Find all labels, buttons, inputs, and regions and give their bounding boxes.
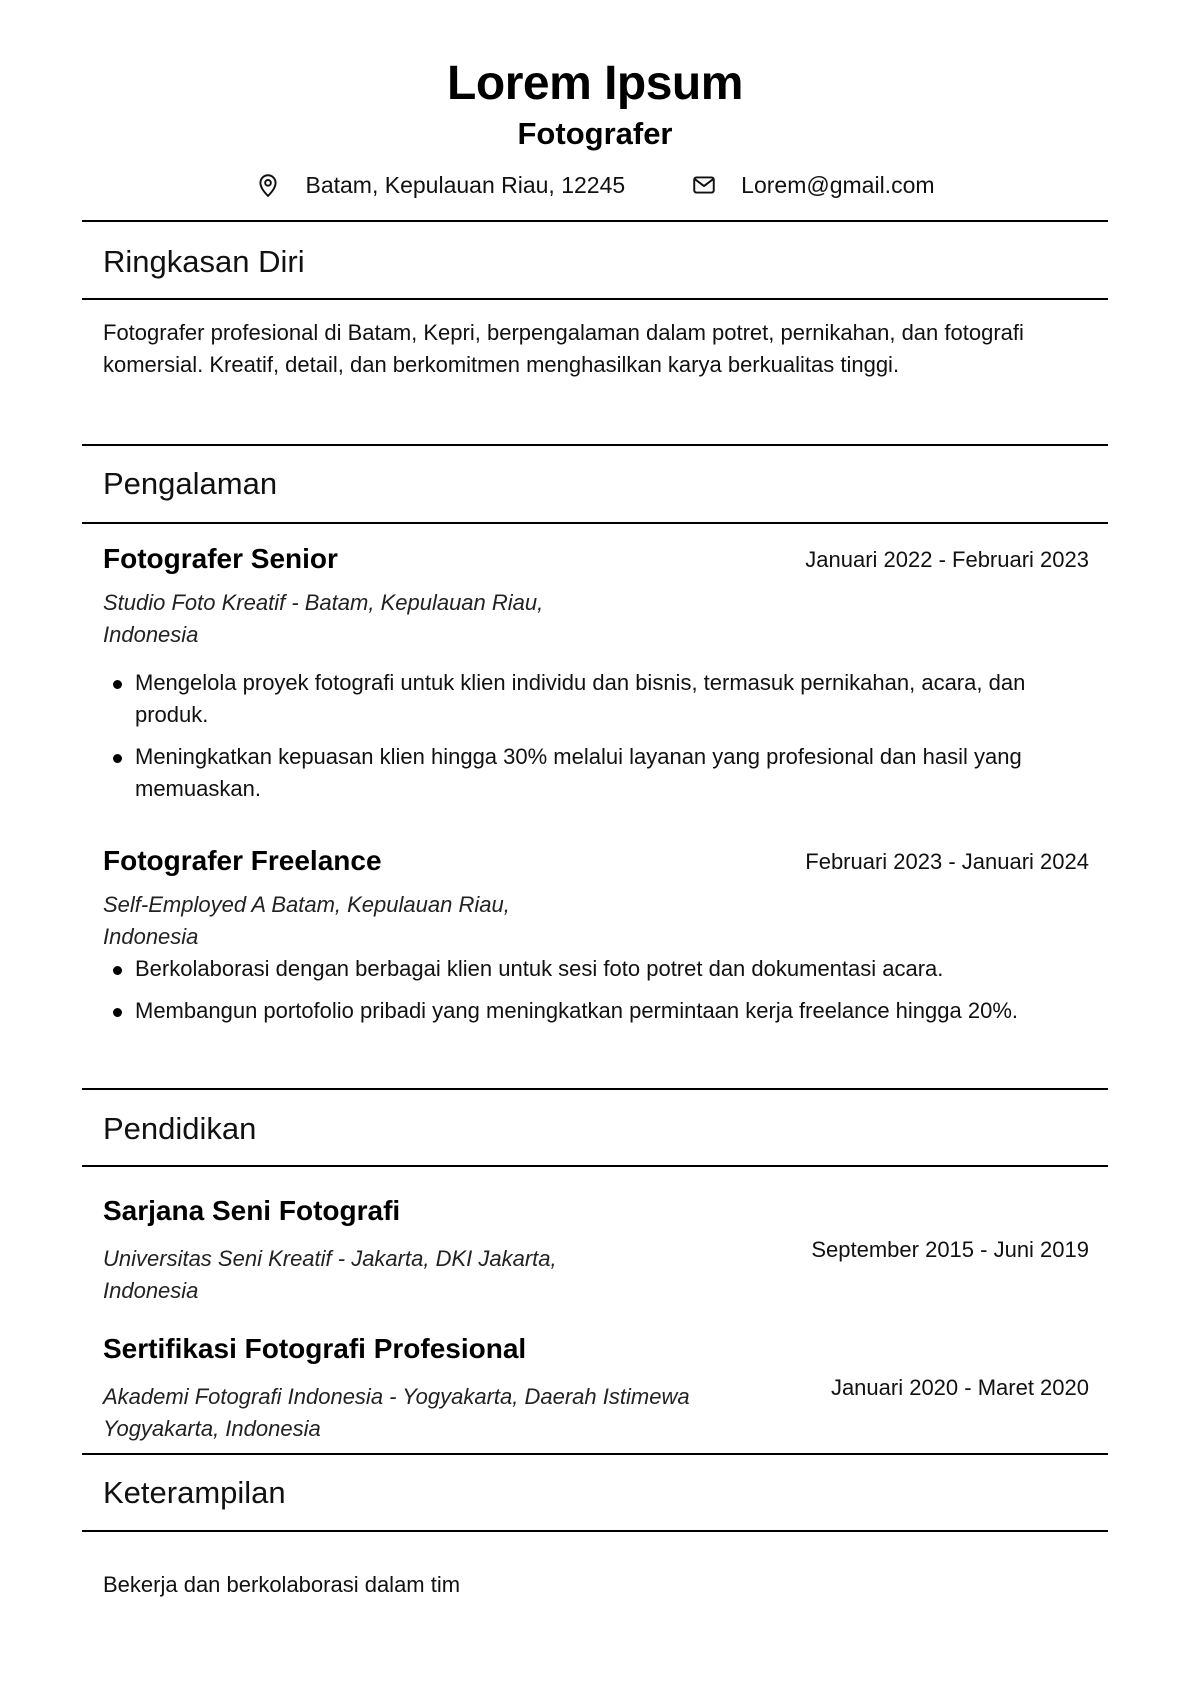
candidate-role: Fotografer	[517, 116, 673, 151]
summary-text: Fotografer profesional di Batam, Kepri, berpengalaman dalam potret, pernikahan, dan fotografi komersial. Kreatif, detail, dan berkomitmen menghasilkan karya berkualitas tinggi.	[103, 320, 1024, 377]
education-date: Januari 2020 - Maret 2020	[830, 1375, 1089, 1400]
degree-title: Sertifikasi Fotografi Profesional	[103, 1333, 527, 1364]
section-title-skills: Keterampilan	[103, 1475, 286, 1510]
email-link[interactable]: Lorem@gmail.com	[741, 172, 935, 198]
candidate-name: Lorem Ipsum	[447, 57, 743, 110]
degree-title: Sarjana Seni Fotografi	[103, 1195, 401, 1226]
bullet-item: Berkolaborasi dengan berbagai klien untuk sesi foto potret dan dokumentasi acara.	[103, 953, 1093, 985]
job-date: Februari 2023 - Januari 2024	[805, 849, 1089, 874]
bullet-item: Meningkatkan kepuasan klien hingga 30% melalui layanan yang profesional dan hasil yang memuaskan.	[103, 741, 1093, 805]
divider	[82, 1165, 1108, 1167]
divider	[82, 1088, 1108, 1090]
section-title-experience: Pengalaman	[103, 466, 278, 501]
job-title: Fotografer Senior	[103, 543, 338, 574]
skill-item: Bekerja dan berkolaborasi dalam tim	[103, 1572, 461, 1597]
divider	[82, 220, 1108, 222]
job-bullets	[103, 667, 1093, 815]
job-org: Studio Foto Kreatif - Batam, Kepulauan Riau, Indonesia	[103, 590, 544, 647]
job-title: Fotografer Freelance	[103, 845, 382, 876]
contact-email	[691, 170, 934, 200]
divider	[82, 444, 1108, 446]
contact-location	[255, 170, 625, 200]
section-title-summary: Ringkasan Diri	[103, 244, 305, 279]
section-title-education: Pendidikan	[103, 1111, 257, 1146]
education-date: September 2015 - Juni 2019	[811, 1237, 1089, 1262]
location-text: Batam, Kepulauan Riau, 12245	[305, 172, 626, 198]
job-org: Self-Employed A Batam, Kepulauan Riau, Indonesia	[103, 892, 510, 949]
job-date: Januari 2022 - Februari 2023	[805, 547, 1089, 572]
bullet-item: Membangun portofolio pribadi yang meningkatkan permintaan kerja freelance hingga 20%.	[103, 995, 1093, 1027]
mail-icon	[691, 172, 717, 198]
job-bullets	[103, 953, 1093, 1037]
divider	[82, 1530, 1108, 1532]
education-institution: Universitas Seni Kreatif - Jakarta, DKI Jakarta, Indonesia	[103, 1246, 557, 1303]
contact-row	[0, 168, 1190, 202]
divider	[82, 1453, 1108, 1455]
map-pin-icon	[255, 172, 281, 198]
divider	[82, 298, 1108, 300]
bullet-item: Mengelola proyek fotografi untuk klien individu dan bisnis, termasuk pernikahan, acara, dan produk.	[103, 667, 1093, 731]
divider	[82, 522, 1108, 524]
education-institution: Akademi Fotografi Indonesia - Yogyakarta, Daerah Istimewa Yogyakarta, Indonesia	[103, 1384, 690, 1441]
